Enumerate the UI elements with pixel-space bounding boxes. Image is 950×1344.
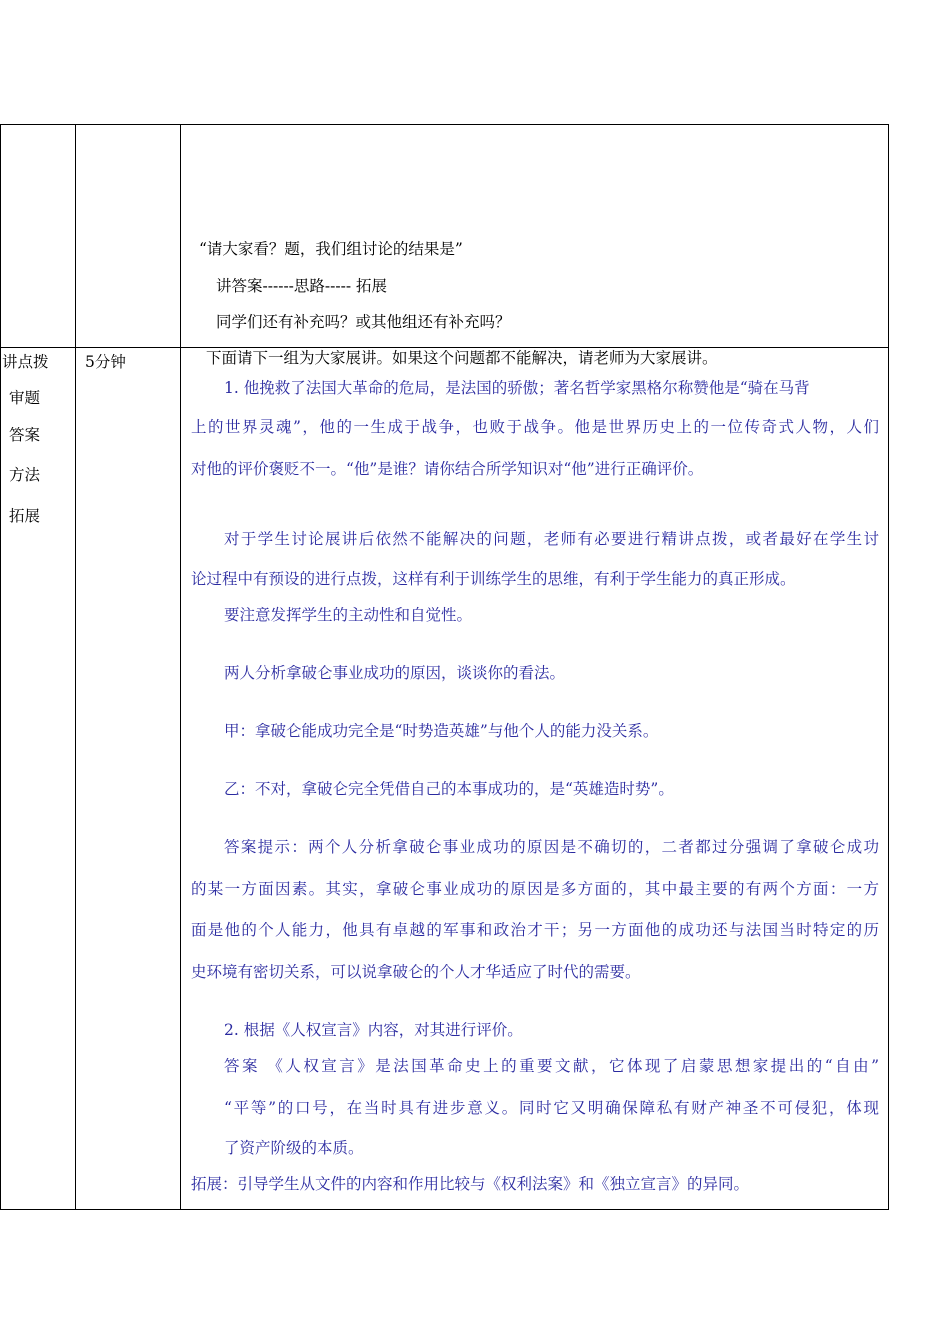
answer-hint-line-3: 面是他的个人能力，他具有卓越的军事和政治才干；另一方面他的成功还与法国当时特定的历 bbox=[191, 921, 879, 939]
column-divider-1 bbox=[75, 124, 76, 1210]
teacher-note-line-1: 对于学生讨论展讲后依然不能解决的问题，老师有必要进行精讲点拨，或者最好在学生讨 bbox=[224, 530, 879, 548]
intro-text: 下面请下一组为大家展讲。如果这个问题都不能解决，请老师为大家展讲。 bbox=[206, 349, 718, 367]
q1-line-1: 1. 他挽救了法国大革命的危局，是法国的骄傲；著名哲学家黑格尔称赞他是“骑在马背 bbox=[224, 379, 810, 397]
label-jiangdianbo: 讲点拨 bbox=[2, 353, 49, 371]
time-label: 5分钟 bbox=[85, 353, 126, 371]
q1-line-2: 上的世界灵魂”，他的一生成于战争，也败于战争。他是世界历史上的一位传奇式人物，人们 bbox=[191, 418, 879, 436]
q2-answer-line-2: “平等”的口号，在当时具有进步意义。同时它又明确保障私有财产神圣不可侵犯，体现 bbox=[224, 1099, 879, 1117]
column-divider-2 bbox=[180, 124, 181, 1210]
label-shenti: 审题 bbox=[9, 389, 41, 407]
label-tuozhan: 拓展 bbox=[9, 507, 41, 525]
q1-line-3: 对他的评价褒贬不一。“他”是谁？请你结合所学知识对“他”进行正确评价。 bbox=[191, 460, 704, 478]
q2-answer-line-1: 答案 《人权宣言》是法国革命史上的重要文献，它体现了启蒙思想家提出的“自由” bbox=[224, 1057, 879, 1075]
label-fangfa: 方法 bbox=[9, 466, 41, 484]
q2-answer-line-3: 了资产阶级的本质。 bbox=[224, 1139, 364, 1157]
opinion-jia: 甲：拿破仑能成功完全是“时势造英雄”与他个人的能力没关系。 bbox=[224, 722, 659, 740]
top-line-1: “请大家看？题，我们组讨论的结果是” bbox=[199, 240, 463, 258]
q2-text: 2. 根据《人权宣言》内容，对其进行评价。 bbox=[224, 1021, 523, 1039]
note-2: 要注意发挥学生的主动性和自觉性。 bbox=[224, 606, 473, 624]
extension-text: 拓展：引导学生从文件的内容和作用比较与《权利法案》和《独立宣言》的异同。 bbox=[191, 1175, 750, 1193]
teacher-note-line-2: 论过程中有预设的进行点拨，这样有利于训练学生的思维，有利于学生能力的真正形成。 bbox=[191, 570, 796, 588]
opinion-yi: 乙：不对，拿破仑完全凭借自己的本事成功的，是“英雄造时势”。 bbox=[224, 780, 674, 798]
analysis-prompt: 两人分析拿破仑事业成功的原因，谈谈你的看法。 bbox=[224, 664, 566, 682]
top-line-2: 讲答案------思路----- 拓展 bbox=[216, 277, 388, 295]
answer-hint-line-1: 答案提示：两个人分析拿破仑事业成功的原因是不确切的，二者都过分强调了拿破仑成功 bbox=[224, 838, 879, 856]
top-line-3: 同学们还有补充吗？或其他组还有补充吗？ bbox=[216, 313, 511, 331]
answer-hint-line-4: 史环境有密切关系，可以说拿破仑的个人才华适应了时代的需要。 bbox=[191, 963, 641, 981]
answer-hint-line-2: 的某一方面因素。其实，拿破仑事业成功的原因是多方面的，其中最主要的有两个方面：一方 bbox=[191, 880, 879, 898]
label-daan: 答案 bbox=[9, 426, 41, 444]
